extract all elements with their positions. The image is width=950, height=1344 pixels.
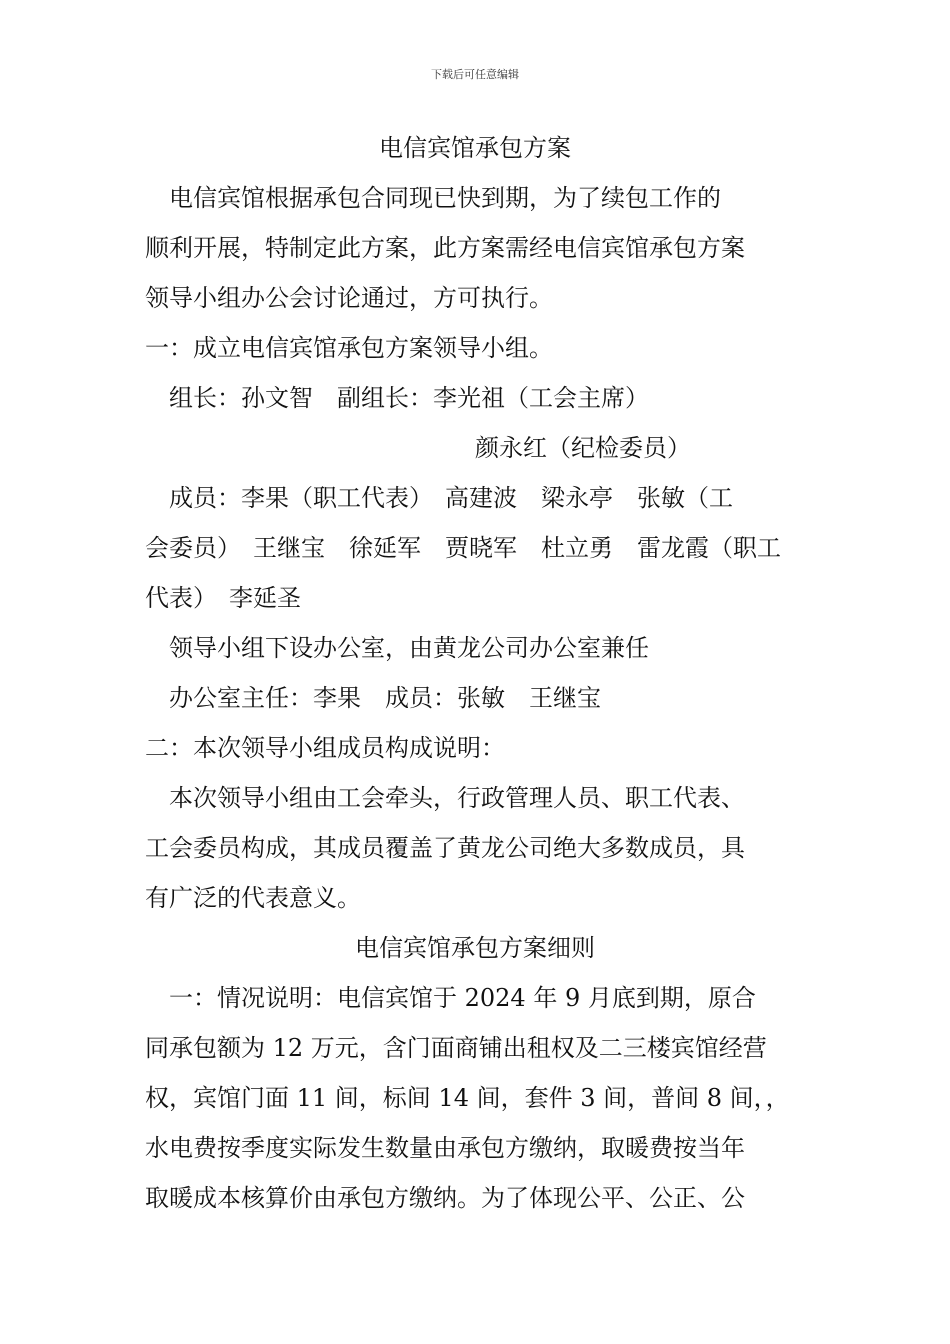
deputy-leader-line: 颜永红（纪检委员） bbox=[475, 434, 691, 462]
paragraph-line: 水电费按季度实际发生数量由承包方缴纳，取暖费按当年 bbox=[145, 1134, 745, 1162]
paragraph-line: 电信宾馆根据承包合同现已快到期，为了续包工作的 bbox=[145, 184, 721, 212]
details-title: 电信宾馆承包方案细则 bbox=[355, 934, 595, 962]
paragraph-line: 有广泛的代表意义。 bbox=[145, 884, 361, 912]
paragraph-line: 本次领导小组由工会牵头，行政管理人员、职工代表、 bbox=[145, 784, 745, 812]
section-heading-2: 二：本次领导小组成员构成说明： bbox=[145, 734, 505, 762]
paragraph-line: 同承包额为 12 万元，含门面商铺出租权及二三楼宾馆经营 bbox=[145, 1034, 767, 1062]
page-header-note: 下载后可任意编辑 bbox=[431, 68, 519, 81]
paragraph-line: 权，宾馆门面 11 间，标间 14 间，套件 3 间，普间 8 间，， bbox=[145, 1084, 790, 1112]
leader-line: 组长：孙文智 副组长：李光祖（工会主席） bbox=[145, 384, 649, 412]
section-heading-1: 一：成立电信宾馆承包方案领导小组。 bbox=[145, 334, 553, 362]
office-line: 领导小组下设办公室，由黄龙公司办公室兼任 bbox=[145, 634, 649, 662]
paragraph-line: 工会委员构成，其成员覆盖了黄龙公司绝大多数成员，具 bbox=[145, 834, 745, 862]
paragraph-line: 顺利开展，特制定此方案，此方案需经电信宾馆承包方案 bbox=[145, 234, 745, 262]
members-line: 成员：李果（职工代表） 高建波 梁永亭 张敏（工 bbox=[145, 484, 733, 512]
paragraph-line: 取暖成本核算价由承包方缴纳。为了体现公平、公正、公 bbox=[145, 1184, 745, 1212]
paragraph-line: 领导小组办公会讨论通过，方可执行。 bbox=[145, 284, 553, 312]
paragraph-line: 一：情况说明：电信宾馆于 2024 年 9 月底到期，原合 bbox=[145, 984, 756, 1012]
document-title: 电信宾馆承包方案 bbox=[379, 134, 571, 162]
members-line: 代表） 李延圣 bbox=[145, 584, 301, 612]
members-line: 会委员） 王继宝 徐延军 贾晓军 杜立勇 雷龙霞（职工 bbox=[145, 534, 781, 562]
office-director-line: 办公室主任：李果 成员：张敏 王继宝 bbox=[145, 684, 601, 712]
